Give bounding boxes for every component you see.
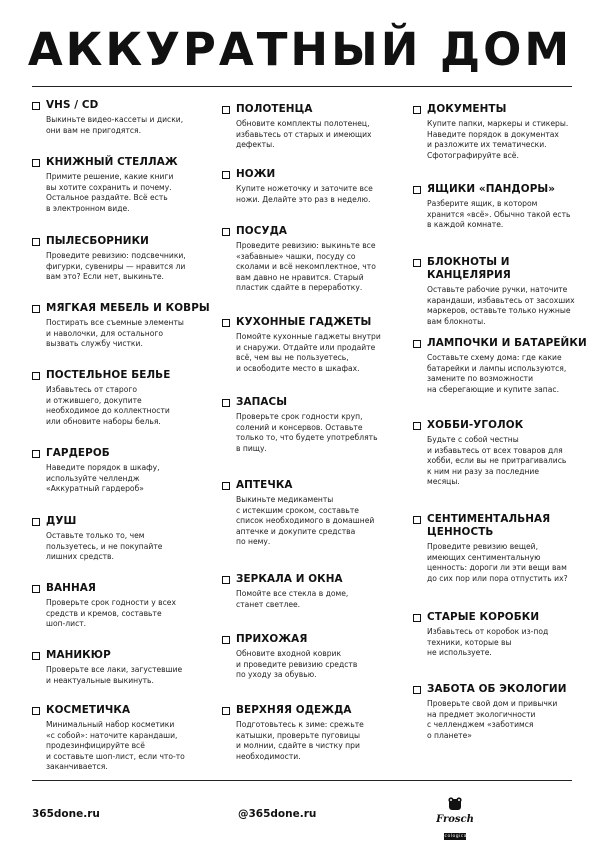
- item-description: Проверьте срок годности у всех средств и кремов, составьте шоп-лист.: [46, 598, 176, 628]
- checklist-item: [32, 704, 212, 773]
- item-heading: ВЕРХНЯЯ ОДЕЖДА: [236, 704, 352, 716]
- item-description: Избавьтесь от коробок из-под техники, которые вы не используете.: [427, 627, 549, 657]
- item-description: Выкиньте видео-кассеты и диски, они вам не пригодятся.: [46, 115, 184, 135]
- item-description: Подготовьтесь к зиме: срежьте катышки, проверьте пуговицы и молнии, сдайте в чистку при необходимости.: [236, 720, 364, 761]
- checklist-item: [222, 225, 402, 294]
- item-heading: ПЫЛЕСБОРНИКИ: [46, 235, 149, 247]
- item-heading: ВАННАЯ: [46, 582, 96, 594]
- checklist-item: [413, 103, 593, 161]
- checkbox[interactable]: [32, 585, 40, 593]
- frosch-logo: [432, 796, 478, 842]
- bottom-divider: [32, 780, 572, 781]
- item-heading: ЗАБОТА ОБ ЭКОЛОГИИ: [427, 683, 567, 695]
- item-heading: ЯЩИКИ «ПАНДОРЫ»: [427, 183, 556, 195]
- item-description: Проверьте свой дом и привычки на предмет экологичности с челленджем «заботимся о планете»: [427, 699, 558, 740]
- page-title: АККУРАТНЫЙ ДОМ: [27, 23, 573, 76]
- item-heading: VHS / CD: [46, 99, 99, 111]
- item-description: Составьте схему дома: где какие батарейки и лампы используются, замените по возможности на сберегающие и купите запас.: [427, 353, 567, 394]
- item-description: Обновите комплекты полотенец, избавьтесь от старых и имеющих дефекты.: [236, 119, 372, 149]
- checkbox[interactable]: [32, 372, 40, 380]
- checklist-item: [222, 316, 402, 374]
- checkbox[interactable]: [413, 516, 421, 524]
- item-heading: НОЖИ: [236, 168, 276, 180]
- item-description: Купите папки, маркеры и стикеры. Наведите порядок в документах и разложите их тематически. Сфотографируйте всё.: [427, 119, 569, 160]
- checkbox[interactable]: [32, 102, 40, 110]
- checklist-item: [32, 369, 212, 427]
- top-divider: [32, 86, 572, 87]
- checklist-item: [413, 337, 593, 395]
- checkbox[interactable]: [222, 228, 230, 236]
- item-description: Постирать все съемные элементы и наволочки, для остального вызвать службу чистки.: [46, 318, 184, 348]
- item-description: Обновите входной коврик и проведите ревизию средств по уходу за обувью.: [236, 649, 358, 679]
- checkbox[interactable]: [222, 319, 230, 327]
- checkbox[interactable]: [32, 652, 40, 660]
- checkbox[interactable]: [413, 259, 421, 267]
- checkbox[interactable]: [413, 422, 421, 430]
- item-heading: КОСМЕТИЧКА: [46, 704, 131, 716]
- item-description: Минимальный набор косметики «с собой»: наточите карандаши, продезинфицируйте всё и составьте шоп-лист, если что-то заканчивается.: [46, 720, 185, 771]
- item-description: Оставьте рабочие ручки, наточите карандаши, избавьтесь от засохших маркеров, оставьте только нужные вам блокноты.: [427, 285, 575, 326]
- item-description: Помойте все стекла в доме, станет светлее.: [236, 589, 349, 609]
- checklist-item: [413, 683, 593, 741]
- checkbox[interactable]: [222, 707, 230, 715]
- checkbox[interactable]: [413, 614, 421, 622]
- item-heading: ПОЛОТЕНЦА: [236, 103, 313, 115]
- item-heading: ХОББИ-УГОЛОК: [427, 419, 524, 431]
- checklist-item: [32, 235, 212, 283]
- checkbox[interactable]: [222, 106, 230, 114]
- item-description: Проведите ревизию: выкиньте все «забавные» чашки, посуду со сколами и всё некомплектное, что вам давно не нравится. Старый пластик сдайте в переработку.: [236, 241, 376, 292]
- checklist-item: [32, 515, 212, 563]
- logo-subtitle: ecological: [441, 834, 469, 839]
- item-description: Проверьте срок годности круп, солений и консервов. Оставьте только то, что будете употреблять в пищу.: [236, 412, 378, 453]
- item-description: Помойте кухонные гаджеты внутри и снаружи. Отдайте или продайте всё, чем вы не пользуетесь, и освободите место в шкафах.: [236, 332, 381, 373]
- item-heading: АПТЕЧКА: [236, 479, 293, 491]
- item-description: Будьте с собой честны и избавьтесь от всех товаров для хобби, если вы не притрагивались к ним ни разу за последние месяцы.: [427, 435, 567, 486]
- checklist-item: [222, 704, 402, 762]
- logo-wordmark: Frosch: [436, 814, 474, 825]
- checklist-item: [413, 256, 593, 327]
- checklist-item: [32, 302, 212, 350]
- checklist-item: [32, 156, 212, 214]
- item-description: Проверьте все лаки, загустевшие и неактуальные выкинуть.: [46, 665, 183, 685]
- footer-social-handle[interactable]: @365done.ru: [238, 808, 317, 820]
- item-description: Проведите ревизию вещей, имеющих сентиментальную ценность: дороги ли эти вещи вам до сих пор или пора отпустить их?: [427, 542, 568, 583]
- item-heading: МАНИКЮР: [46, 649, 111, 661]
- item-description: Купите ножеточку и заточите все ножи. Делайте это раз в неделю.: [236, 184, 373, 204]
- checklist-item: [32, 99, 212, 136]
- checklist-item: [222, 633, 402, 681]
- item-heading: ПОСУДА: [236, 225, 288, 237]
- checklist-item: [32, 649, 212, 686]
- item-description: Проведите ревизию: подсвечники, фигурки, сувениры — нравится ли вам это? Если нет, выкиньте.: [46, 251, 186, 281]
- checklist-item: [222, 103, 402, 151]
- checkbox[interactable]: [32, 159, 40, 167]
- checklist-item: [32, 582, 212, 630]
- checklist-item: [413, 611, 593, 659]
- checkbox[interactable]: [222, 482, 230, 490]
- item-heading: ПРИХОЖАЯ: [236, 633, 308, 645]
- item-heading: КНИЖНЫЙ СТЕЛЛАЖ: [46, 156, 178, 168]
- item-description: Наведите порядок в шкафу, используйте челлендж «Аккуратный гардероб»: [46, 463, 160, 493]
- checkbox[interactable]: [32, 238, 40, 246]
- item-heading: ЗЕРКАЛА И ОКНА: [236, 573, 343, 585]
- item-description: Выкиньте медикаменты с истекшим сроком, составьте список необходимого в домашней аптечке и докупите средства по нему.: [236, 495, 375, 546]
- checkbox[interactable]: [222, 399, 230, 407]
- checklist-item: [32, 447, 212, 495]
- checkbox[interactable]: [413, 686, 421, 694]
- item-description: Примите решение, какие книги вы хотите сохранить и почему. Остальное раздайте. Всё есть в электронном виде.: [46, 172, 174, 213]
- checkbox[interactable]: [32, 450, 40, 458]
- checkbox[interactable]: [413, 186, 421, 194]
- item-heading: ЛАМПОЧКИ И БАТАРЕЙКИ: [427, 337, 587, 349]
- item-heading: ЗАПАСЫ: [236, 396, 288, 408]
- checklist-item: [222, 573, 402, 610]
- checkbox[interactable]: [32, 707, 40, 715]
- checklist-item: [222, 396, 402, 454]
- item-description: Оставьте только то, чем пользуетесь, и не покупайте лишних средств.: [46, 531, 163, 561]
- item-heading: ПОСТЕЛЬНОЕ БЕЛЬЕ: [46, 369, 171, 381]
- checkbox[interactable]: [413, 340, 421, 348]
- footer-site-link[interactable]: 365done.ru: [32, 808, 100, 820]
- item-heading: ДОКУМЕНТЫ: [427, 103, 507, 115]
- checklist-item: [413, 183, 593, 231]
- checkbox[interactable]: [222, 636, 230, 644]
- checkbox[interactable]: [413, 106, 421, 114]
- item-description: Разберите ящик, в котором хранится «всё». Обычно такой есть в каждой комнате.: [427, 199, 571, 229]
- item-heading: МЯГКАЯ МЕБЕЛЬ И КОВРЫ: [46, 302, 210, 314]
- checklist-item: [413, 419, 593, 488]
- item-heading: СЕНТИМЕНТАЛЬНАЯ ЦЕННОСТЬ: [427, 513, 551, 538]
- checklist-item: [222, 168, 402, 205]
- item-heading: ДУШ: [46, 515, 77, 527]
- item-heading: КУХОННЫЕ ГАДЖЕТЫ: [236, 316, 372, 328]
- checklist-item: [413, 513, 593, 584]
- checkbox[interactable]: [222, 576, 230, 584]
- item-heading: СТАРЫЕ КОРОБКИ: [427, 611, 540, 623]
- item-heading: ГАРДЕРОБ: [46, 447, 110, 459]
- checklist-item: [222, 479, 402, 548]
- item-heading: БЛОКНОТЫ И КАНЦЕЛЯРИЯ: [427, 256, 511, 281]
- checkbox[interactable]: [32, 518, 40, 526]
- checkbox[interactable]: [32, 305, 40, 313]
- checkbox[interactable]: [222, 171, 230, 179]
- item-description: Избавьтесь от старого и отжившего, докупите необходимое до коллектности или обновите наборы белья.: [46, 385, 170, 426]
